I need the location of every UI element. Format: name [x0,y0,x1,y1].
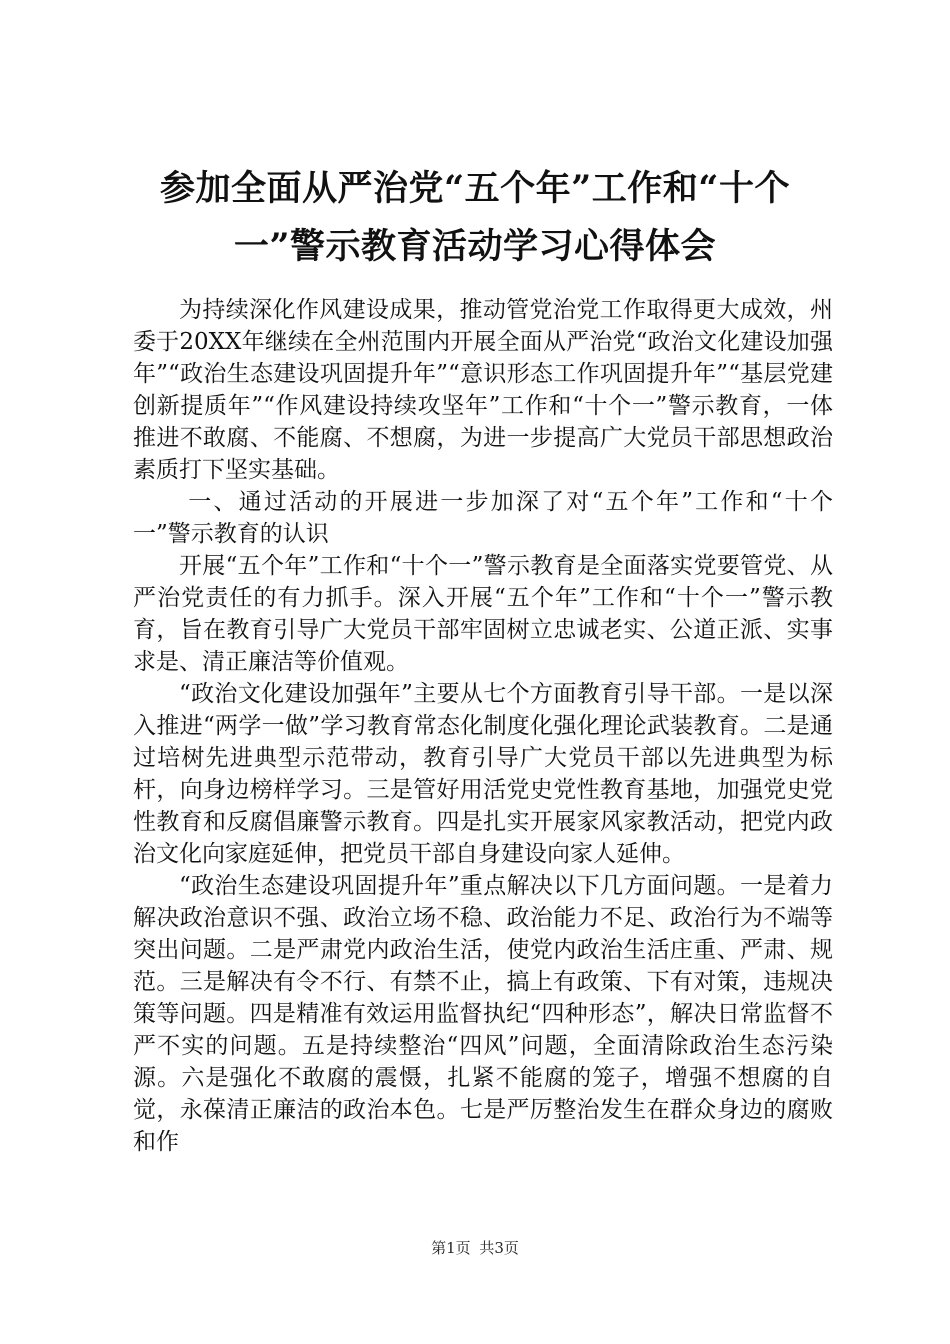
paragraph-significance: 开展“五个年”工作和“十个一”警示教育是全面落实党要管党、从严治党责任的有力抓手。深入开展“五个年”工作和“十个一”警示教育，旨在教育引导广大党员干部牢固树立忠诚老实、公道正派、实事求是、清正廉洁等价值观。 [133,553,833,675]
paragraph-political-culture: “政治文化建设加强年”主要从七个方面教育引导干部。一是以深入推进“两学一做”学习教育常态化制度化强化理论武装教育。二是通过培树先进典型示范带动，教育引导广大党员干部以先进典型为标杆，向身边榜样学习。三是管好用活党史党性教育基地，加强党史党性教育和反腐倡廉警示教育。四是扎实开展家风家教活动，把党内政治文化向家庭延伸，把党员干部自身建设向家人延伸。 [133,681,833,867]
page-footer: 第1页 共3页 [431,1239,519,1257]
paragraph-political-ecology: “政治生态建设巩固提升年”重点解决以下几方面问题。一是着力解决政治意识不强、政治立场不稳、政治能力不足、政治行为不端等突出问题。二是严肃党内政治生活，使党内政治生活庄重、严肃、规范。三是解决有令不行、有禁不止，搞上有政策、下有对策，违规决策等问题。四是精准有效运用监督执纪“四种形态”，解决日常监督不严不实的问题。五是持续整治“四风”问题，全面清除政治生态污染源。六是强化不敢腐的震慑，扎紧不能腐的笼子，增强不想腐的自觉，永葆清正廉洁的政治本色。七是严厉整治发生在群众身边的腐败和作 [133,873,833,1155]
title-line-1: 参加全面从严治党“五个年”工作和“十个 [160,168,790,209]
section-heading-1: 一、通过活动的开展进一步加深了对“五个年”工作和“十个一”警示教育的认识 [133,489,833,547]
document-body [133,294,833,1158]
document-title [120,160,830,276]
title-line-2: 一”警示教育活动学习心得体会 [233,226,717,267]
paragraph-intro: 为持续深化作风建设成果，推动管党治党工作取得更大成效，州委于20XX年继续在全州范围内开展全面从严治党“政治文化建设加强年”“政治生态建设巩固提升年”“意识形态工作巩固提升年”“基层党建创新提质年”“作风建设持续攻坚年”工作和“十个一”警示教育，一体推进不敢腐、不能腐、不想腐，为进一步提高广大党员干部思想政治素质打下坚实基础。 [133,297,833,483]
